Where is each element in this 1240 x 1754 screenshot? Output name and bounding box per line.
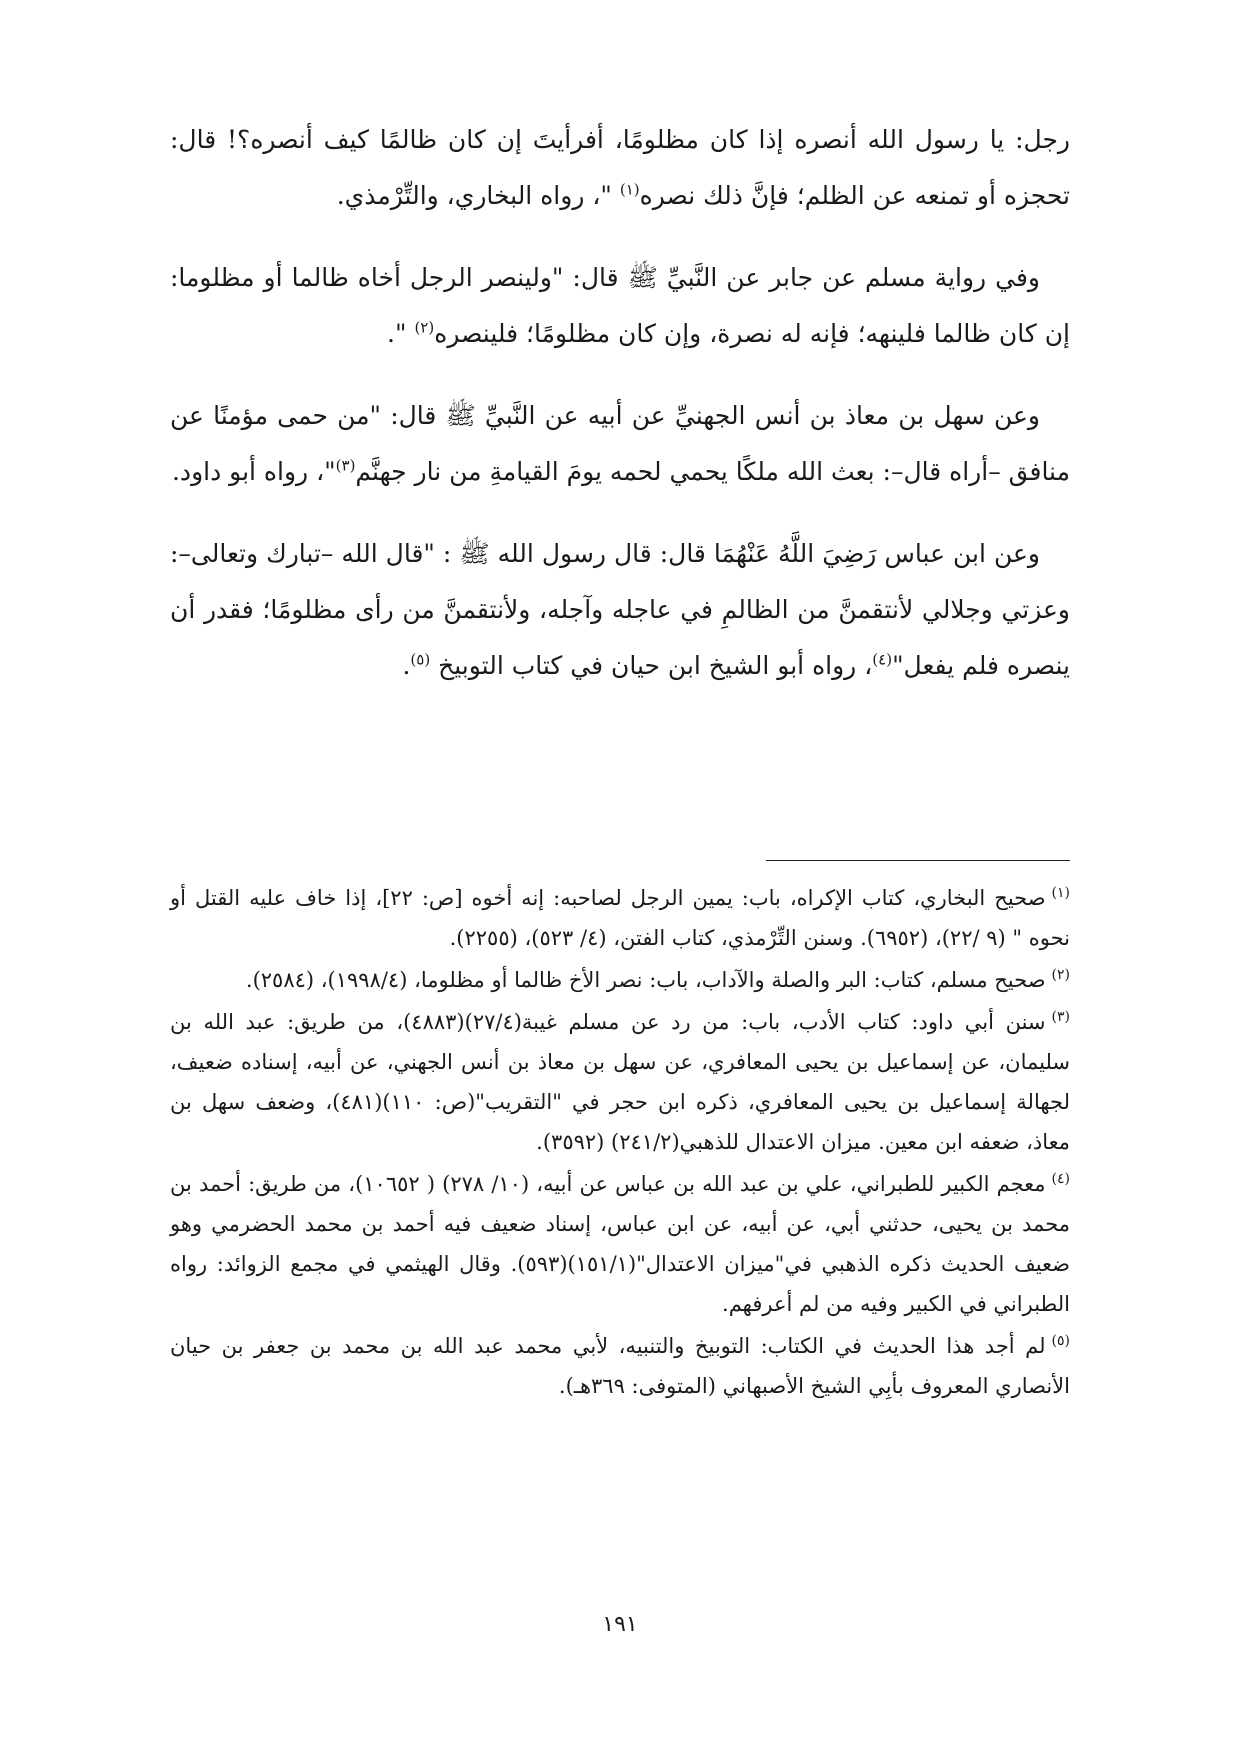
footnote-4: [170, 1164, 1070, 1324]
footnote-number: (٤): [1051, 1171, 1070, 1187]
footnote-ref-5: (٥): [410, 650, 431, 669]
footnote-separator: [766, 860, 1070, 861]
paragraph-4-tail-mid: ، رواه أبو الشيخ ابن حيان في كتاب التوبيخ: [430, 651, 873, 680]
footnote-text: سنن أبي داود: كتاب الأدب، باب: من رد عن مسلم غيبة(٢٧/٤)(٤٨٨٣)، من طريق: عبد الله بن سليمان، عن إسماعيل بن يحيى المعافري، عن سهل بن معاذ بن أنس الجهني، عن أبيه، إسناده ضعيف، لجهالة إسماعيل بن يحيى المعافري، ذكره ابن حجر في "التقريب"(ص: ١١٠)(٤٨١)، وضعف سهل بن معاذ، ضعفه ابن معين. ميزان الاعتدال للذهبي(٢٤١/٢) (٣٥٩٢).: [170, 1010, 1070, 1154]
footnotes: [170, 878, 1070, 1408]
main-text: [170, 112, 1070, 720]
footnote-number: (٣): [1051, 1009, 1070, 1025]
footnote-ref-3: (٣): [335, 456, 356, 475]
footnote-5: [170, 1326, 1070, 1406]
footnote-2: [170, 960, 1070, 1000]
footnote-ref-2: (٢): [414, 318, 435, 337]
paragraph-3-text: وعن سهل بن معاذ بن أنس الجهنيِّ عن أبيه عن النَّبيِّ ﷺ قال: "من حمى مؤمنًا عن منافق –أراه قال–: بعث الله ملكًا يحمي لحمه يومَ القيامةِ من نار جهنَّم: [170, 401, 1070, 486]
page-number: ١٩١: [602, 1612, 638, 1637]
paragraph-3-tail: "، رواه أبو داود.: [171, 457, 336, 486]
paragraph-4: [170, 526, 1070, 694]
footnote-1: [170, 878, 1070, 958]
footnote-number: (٢): [1051, 967, 1070, 983]
paragraph-2: [170, 250, 1070, 362]
footnote-number: (٥): [1051, 1333, 1070, 1349]
footnote-number: (١): [1051, 885, 1071, 901]
paragraph-4-tail-end: .: [402, 651, 411, 680]
paragraph-2-text: وفي رواية مسلم عن جابر عن النَّبيِّ ﷺ قال: "ولينصر الرجل أخاه ظالما أو مظلوما: إن كان ظالما فلينهه؛ فإنه له نصرة، وإن كان مظلومًا؛ فلينصره: [170, 263, 1070, 348]
paragraph-4-text: وعن ابن عباس رَضِيَ اللَّهُ عَنْهُمَا قال: قال رسول الله ﷺ : "قال الله –تبارك وتعالى–: وعزتي وجلالي لأنتقمنَّ من الظالمِ في عاجله وآجله، ولأنتقمنَّ من رأى مظلومًا؛ فقدر أن ينصره فلم يفعل": [170, 539, 1070, 680]
paragraph-2-tail: ".: [387, 319, 415, 348]
footnote-text: لم أجد هذا الحديث في الكتاب: التوبيخ والتنبيه، لأبي محمد عبد الله بن محمد بن جعفر بن حيان الأنصاري المعروف بأبِي الشيخ الأصبهاني (المتوفى: ٣٦٩هـ).: [170, 1334, 1070, 1398]
footnote-ref-1: (١): [619, 180, 640, 199]
footnote-text: صحيح البخاري، كتاب الإكراه، باب: يمين الرجل لصاحبه: إنه أخوه [ص: ٢٢]، إذا خاف عليه القتل أو نحوه " (٩ /٢٢)، (٦٩٥٢). وسنن التِّرْمذي، كتاب الفتن، (٤/ ٥٢٣)، (٢٢٥٥).: [170, 886, 1070, 950]
footnote-text: صحيح مسلم، كتاب: البر والصلة والآداب، باب: نصر الأخ ظالما أو مظلوما، (١٩٩٨/٤)، (٢٥٨٤).: [245, 968, 1046, 992]
paragraph-3: [170, 388, 1070, 500]
paragraph-1-tail: "، رواه البخاري، والتِّرْمذي.: [336, 181, 620, 210]
footnote-ref-4: (٤): [872, 650, 893, 669]
footnote-3: [170, 1002, 1070, 1162]
paragraph-1-text: رجل: يا رسول الله أنصره إذا كان مظلومًا، أفرأيتَ إن كان ظالمًا كيف أنصره؟! قال: تحجزه أو تمنعه عن الظلم؛ فإنَّ ذلك نصره: [170, 125, 1070, 210]
footnote-text: معجم الكبير للطبراني، علي بن عبد الله بن عباس عن أبيه، (١٠/ ٢٧٨) ( ١٠٦٥٢)، من طريق: أحمد بن محمد بن يحيى، حدثني أبي، عن أبيه، عن ابن عباس، إسناد ضعيف فيه أحمد بن محمد الحضرمي وهو ضعيف الحديث ذكره الذهبي في"ميزان الاعتدال"(١٥١/١)(٥٩٣). وقال الهيثمي في مجمع الزوائد: رواه الطبراني في الكبير وفيه من لم أعرفهم.: [170, 1172, 1070, 1316]
paragraph-1: [170, 112, 1070, 224]
